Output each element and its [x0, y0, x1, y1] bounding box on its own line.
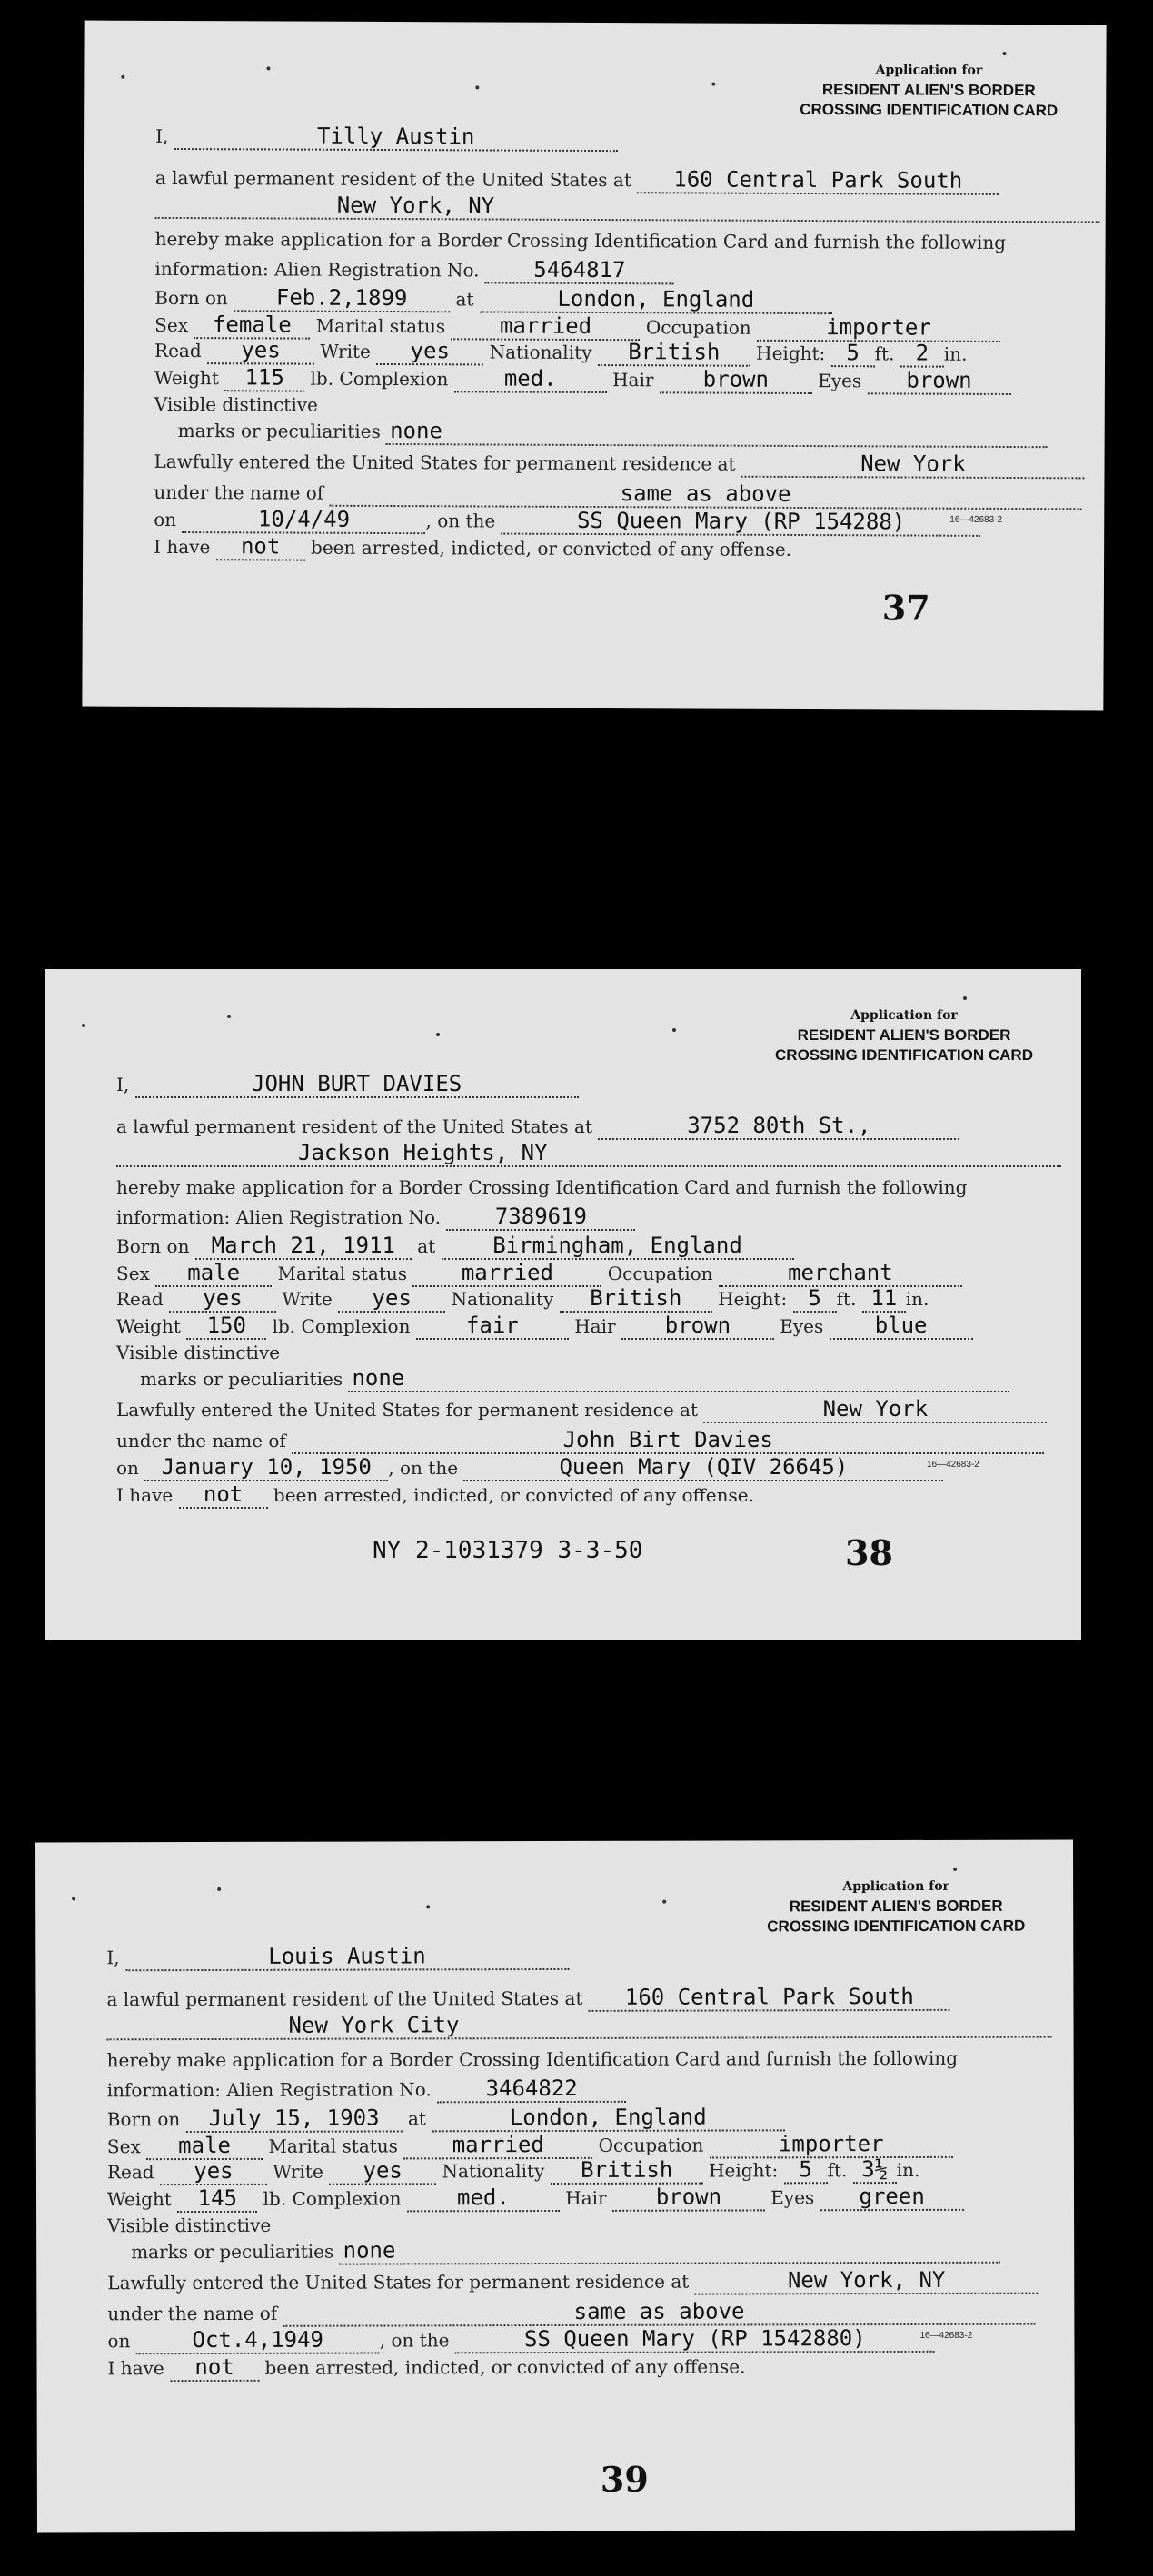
on-label: on — [116, 1457, 139, 1479]
lawfully-label: Lawfully entered the United States for permanent residence at — [154, 450, 736, 475]
scan-speck — [227, 1015, 231, 1018]
visible-row — [154, 393, 318, 416]
scan-speck — [953, 1868, 957, 1871]
visible-row — [107, 2214, 271, 2236]
scan-speck — [426, 1905, 430, 1908]
arrest-row — [154, 533, 791, 563]
address-line1: 160 Central Park South — [589, 1984, 950, 2012]
nationality-label: Nationality — [451, 1288, 554, 1310]
lb-label: lb. — [310, 367, 334, 390]
birth-place: London, England — [480, 285, 832, 314]
on-label: on — [154, 508, 177, 530]
occupation-label: Occupation — [645, 316, 751, 339]
height-inches: 3½ — [853, 2156, 897, 2184]
write-label: Write — [320, 340, 371, 362]
in-label: in. — [896, 2158, 920, 2182]
visible-label: Visible distinctive — [154, 392, 318, 416]
under-label: under the name of — [107, 2302, 278, 2325]
read-value: yes — [207, 337, 314, 365]
entry-date: Oct.4,1949 — [136, 2327, 380, 2355]
sex-label: Sex — [154, 313, 189, 337]
birth-place: London, England — [432, 2104, 784, 2132]
residence-row — [106, 1984, 949, 2013]
on-row — [116, 1454, 943, 1481]
form-title-line2: CROSSING IDENTIFICATION CARD — [767, 1917, 1026, 1936]
alien-row — [154, 255, 674, 284]
application-for-label: Application for — [875, 63, 983, 78]
occupation-value: merchant — [719, 1260, 962, 1287]
arrest-row — [107, 2353, 745, 2382]
hereby-text: hereby make application for a Border Crossing Identification Card and furnish the following — [116, 1176, 968, 1198]
birth-place: Birmingham, England — [442, 1233, 794, 1260]
weight-value: 150 — [186, 1313, 266, 1340]
hair-value: brown — [621, 1313, 774, 1340]
weight-row — [116, 1313, 973, 1340]
height-inches: 11 — [862, 1285, 906, 1313]
hereby-row — [107, 2047, 959, 2071]
resident-label: a lawful permanent resident of the United States at — [106, 1986, 583, 2011]
visible-label: Visible distinctive — [107, 2214, 272, 2237]
marks-value: none — [340, 2236, 1001, 2265]
under-row — [107, 2298, 1035, 2328]
form-title-line2: CROSSING IDENTIFICATION CARD — [775, 1046, 1033, 1064]
scan-speck — [82, 1024, 85, 1027]
birth-date: March 21, 1911 — [195, 1233, 412, 1260]
alien-label: information: Alien Registration No. — [116, 1206, 442, 1228]
card-number: 38 — [845, 1532, 893, 1573]
i-label: I, — [155, 124, 169, 147]
in-label: in. — [905, 1288, 929, 1310]
ft-label: ft. — [874, 342, 895, 365]
sex-value: male — [155, 1260, 272, 1287]
scan-speck — [475, 85, 479, 89]
read-value: yes — [160, 2158, 267, 2185]
write-value: yes — [338, 1285, 445, 1313]
entry-name: same as above — [283, 2298, 1036, 2327]
write-label: Write — [273, 2160, 323, 2183]
at-label: at — [417, 1235, 436, 1257]
name-row — [106, 1943, 569, 1971]
scan-speck — [121, 75, 124, 79]
write-value: yes — [329, 2157, 436, 2185]
scan-speck — [711, 83, 715, 86]
hair-value: brown — [660, 366, 812, 394]
lawfully-label: Lawfully entered the United States for permanent residence at — [107, 2270, 690, 2294]
marital-value: married — [452, 312, 641, 341]
nationality-label: Nationality — [489, 341, 592, 363]
arrested-value: not — [170, 2354, 259, 2382]
eyes-label: Eyes — [780, 1315, 824, 1337]
form-title-line1: RESIDENT ALIEN'S BORDER — [821, 81, 1036, 100]
entry-name: John Birt Davies — [292, 1427, 1044, 1454]
born-row — [154, 284, 832, 314]
name-row — [116, 1071, 579, 1098]
arrested-label: been arrested, indicted, or convicted of any offense. — [273, 1484, 754, 1506]
complexion-value: med. — [407, 2185, 560, 2212]
card-number: 39 — [600, 2458, 649, 2500]
form-title-line1: RESIDENT ALIEN'S BORDER — [789, 1897, 1003, 1916]
residence-row — [116, 1113, 959, 1140]
marital-value: married — [412, 1260, 601, 1287]
residence-row — [155, 164, 999, 195]
card-number: 37 — [881, 587, 930, 629]
lawfully-row — [116, 1396, 1047, 1423]
hair-value: brown — [612, 2184, 765, 2211]
nationality-label: Nationality — [442, 2160, 545, 2183]
application-for-label: Application for — [850, 1008, 958, 1023]
marks-label: marks or peculiarities — [177, 420, 381, 442]
hereby-text: hereby make application for a Border Crossing Identification Card and furnish the following — [154, 227, 1007, 253]
read-label: Read — [116, 1288, 164, 1310]
weight-row — [154, 364, 1011, 395]
arrested-label: been arrested, indicted, or convicted of any offense. — [310, 536, 792, 560]
eyes-value: brown — [867, 367, 1010, 395]
scan-speck — [436, 1033, 440, 1036]
born-on-label: Born on — [154, 286, 228, 310]
height-label: Height: — [709, 2159, 779, 2182]
vessel: SS Queen Mary (RP 154288) — [502, 508, 981, 537]
under-row — [154, 479, 1081, 510]
i-label: I, — [106, 1947, 120, 1969]
form-header — [779, 60, 1078, 121]
arrested-value: not — [179, 1481, 268, 1509]
read-label: Read — [106, 2161, 154, 2184]
weight-label: Weight — [116, 1315, 181, 1337]
ft-label: ft. — [827, 2159, 848, 2182]
form-number: 16—42683-2 — [927, 1460, 979, 1470]
application-card — [35, 1840, 1075, 2533]
alien-row — [107, 2076, 627, 2104]
eyes-value: green — [820, 2184, 964, 2211]
marks-row — [116, 1365, 1009, 1392]
on-row — [107, 2325, 934, 2354]
form-title-line2: CROSSING IDENTIFICATION CARD — [800, 100, 1059, 120]
height-feet: 5 — [831, 340, 875, 367]
at-label: at — [455, 288, 474, 311]
scan-speck — [266, 66, 270, 70]
hair-label: Hair — [612, 369, 654, 391]
form-number: 16—42683-2 — [919, 2330, 973, 2341]
marks-row — [107, 2236, 1001, 2266]
complexion-label: Complexion — [339, 367, 449, 391]
have-label: I have — [116, 1484, 174, 1506]
scan-speck — [672, 1028, 676, 1032]
read-label: Read — [154, 339, 202, 362]
on-the-label: , on the — [388, 1457, 459, 1479]
on-label: on — [107, 2330, 131, 2353]
on-row — [154, 506, 981, 537]
height-feet: 5 — [784, 2156, 828, 2184]
height-feet: 5 — [793, 1285, 837, 1313]
read-row — [107, 2156, 919, 2185]
visible-row — [116, 1342, 280, 1363]
weight-value: 115 — [224, 364, 304, 391]
lawfully-row — [154, 448, 1084, 479]
arrest-row — [116, 1481, 754, 1509]
address2-row — [116, 1140, 1061, 1167]
in-label: in. — [943, 342, 968, 365]
marital-label: Marital status — [268, 2135, 398, 2157]
address-line2: New York City — [106, 2011, 1051, 2041]
occupation-value: importer — [710, 2131, 953, 2159]
scan-speck — [217, 1887, 221, 1891]
application-card — [45, 969, 1081, 1640]
ft-label: ft. — [836, 1288, 857, 1310]
height-label: Height: — [718, 1288, 788, 1310]
name-row — [155, 123, 618, 152]
scan-speck — [662, 1900, 666, 1904]
sex-row — [116, 1260, 962, 1287]
on-the-label: , on the — [425, 510, 496, 532]
sex-value: female — [194, 312, 310, 340]
arrested-label: been arrested, indicted, or convicted of any offense. — [264, 2355, 746, 2379]
hereby-row — [116, 1176, 967, 1198]
write-value: yes — [376, 338, 483, 366]
weight-label: Weight — [107, 2188, 172, 2211]
write-label: Write — [282, 1288, 333, 1310]
born-row — [116, 1233, 794, 1260]
under-label: under the name of — [116, 1430, 286, 1451]
read-value: yes — [169, 1285, 276, 1313]
born-on-label: Born on — [116, 1235, 190, 1257]
alien-label: information: Alien Registration No. — [154, 257, 480, 282]
nationality-value: British — [551, 2157, 703, 2185]
address-line2: New York, NY — [155, 192, 1100, 223]
alien-row — [116, 1204, 635, 1231]
registration-stamp: NY 2-1031379 3-3-50 — [373, 1537, 643, 1564]
entry-name: same as above — [330, 480, 1082, 510]
lawfully-label: Lawfully entered the United States for permanent residence at — [116, 1399, 699, 1421]
complexion-label: Complexion — [301, 1315, 411, 1337]
scan-speck — [1002, 52, 1006, 55]
complexion-value: fair — [416, 1313, 569, 1340]
eyes-value: blue — [830, 1313, 973, 1340]
occupation-label: Occupation — [598, 2134, 704, 2156]
alien-registration-no: 7389619 — [446, 1204, 635, 1231]
marital-value: married — [403, 2132, 592, 2160]
read-row — [116, 1285, 929, 1313]
address-line1: 160 Central Park South — [637, 166, 999, 195]
birth-date: July 15, 1903 — [186, 2105, 403, 2133]
marks-label: marks or peculiarities — [140, 1368, 343, 1390]
height-inches: 2 — [900, 340, 944, 367]
address-line2: Jackson Heights, NY — [116, 1140, 1061, 1167]
address2-row — [106, 2011, 1051, 2041]
vessel: Queen Mary (QIV 26645) — [463, 1454, 943, 1481]
hereby-text: hereby make application for a Border Crossing Identification Card and furnish the following — [106, 2046, 959, 2072]
marital-label: Marital status — [315, 314, 446, 338]
arrested-value: not — [216, 533, 305, 560]
born-on-label: Born on — [106, 2108, 181, 2131]
occupation-label: Occupation — [607, 1263, 713, 1284]
i-label: I, — [116, 1074, 130, 1095]
lawfully-row — [107, 2267, 1038, 2297]
application-card — [82, 21, 1106, 711]
on-the-label: , on the — [379, 2329, 450, 2352]
complexion-label: Complexion — [292, 2187, 402, 2210]
sex-label: Sex — [116, 1263, 150, 1284]
eyes-label: Eyes — [818, 370, 862, 392]
address2-row — [155, 192, 1100, 223]
under-label: under the name of — [154, 481, 324, 504]
form-title-line1: RESIDENT ALIEN'S BORDER — [797, 1026, 1011, 1044]
alien-label: information: Alien Registration No. — [106, 2078, 432, 2102]
marks-row — [154, 417, 1049, 448]
entry-date: 10/4/49 — [182, 506, 425, 534]
eyes-label: Eyes — [770, 2186, 815, 2209]
vessel: SS Queen Mary (RP 1542880) — [455, 2325, 935, 2353]
form-header — [754, 1006, 1054, 1065]
nationality-value: British — [598, 339, 750, 367]
hair-label: Hair — [574, 1315, 616, 1337]
marks-value: none — [386, 418, 1048, 448]
weight-row — [107, 2184, 964, 2213]
have-label: I have — [154, 535, 211, 559]
resident-label: a lawful permanent resident of the United States at — [154, 166, 631, 192]
sex-value: male — [146, 2133, 263, 2160]
applicant-name: JOHN BURT DAVIES — [135, 1071, 579, 1098]
application-for-label: Application for — [842, 1878, 949, 1895]
height-label: Height: — [756, 342, 826, 365]
applicant-name: Tilly Austin — [174, 123, 618, 152]
at-label: at — [407, 2107, 426, 2130]
lb-label: lb. — [272, 1315, 296, 1337]
form-header — [746, 1877, 1046, 1937]
weight-value: 145 — [177, 2185, 257, 2213]
resident-label: a lawful permanent resident of the United States at — [116, 1115, 593, 1137]
born-row — [107, 2104, 785, 2133]
marks-label: marks or peculiarities — [131, 2240, 334, 2264]
complexion-value: med. — [454, 365, 607, 393]
hereby-row — [155, 228, 1007, 253]
have-label: I have — [107, 2357, 164, 2380]
form-number: 16—42683-2 — [949, 514, 1003, 525]
birth-date: Feb.2,1899 — [234, 284, 450, 312]
entry-place: New York — [703, 1396, 1047, 1423]
marks-value: none — [348, 1365, 1009, 1392]
under-row — [116, 1427, 1044, 1454]
nationality-value: British — [560, 1285, 712, 1313]
read-row — [154, 337, 968, 368]
alien-registration-no: 5464817 — [485, 256, 674, 284]
scan-speck — [72, 1897, 75, 1900]
hair-label: Hair — [565, 2186, 607, 2209]
entry-place: New York — [741, 451, 1085, 480]
scan-speck — [963, 996, 967, 1000]
weight-label: Weight — [154, 366, 219, 390]
visible-label: Visible distinctive — [116, 1342, 281, 1363]
entry-date: January 10, 1950 — [144, 1454, 388, 1481]
occupation-value: importer — [757, 314, 1000, 342]
marital-label: Marital status — [277, 1263, 408, 1284]
entry-place: New York, NY — [695, 2267, 1039, 2295]
lb-label: lb. — [263, 2187, 287, 2210]
sex-label: Sex — [106, 2135, 141, 2158]
applicant-name: Louis Austin — [125, 1943, 569, 1971]
address-line1: 3752 80th St., — [598, 1113, 959, 1140]
alien-registration-no: 3464822 — [437, 2076, 626, 2104]
